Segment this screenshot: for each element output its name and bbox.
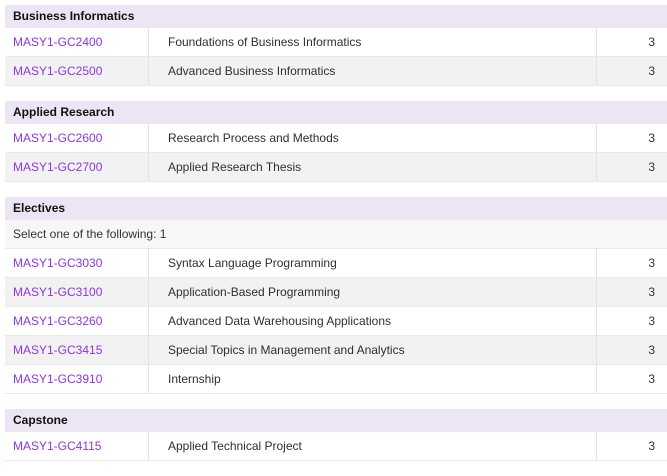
course-title: Applied Research Thesis: [149, 153, 597, 181]
course-code-link[interactable]: MASY1-GC2400: [13, 35, 103, 49]
section-capstone: [5, 409, 667, 461]
section-header: Business Informatics: [5, 5, 667, 28]
course-code-link[interactable]: MASY1-GC3100: [13, 285, 103, 299]
course-title: Internship: [149, 365, 597, 393]
course-code-cell: [5, 307, 149, 335]
section-header: Electives: [5, 197, 667, 220]
section-business-informatics: [5, 5, 667, 86]
course-title: Syntax Language Programming: [149, 249, 597, 277]
section-applied-research: [5, 101, 667, 182]
course-credits: 3: [648, 285, 655, 299]
course-code-cell: [5, 432, 149, 460]
course-title: Foundations of Business Informatics: [149, 28, 597, 56]
table-row: [5, 28, 667, 57]
table-row: [5, 307, 667, 336]
table-row: [5, 336, 667, 365]
course-credits: 3: [648, 439, 655, 453]
course-credits: 3: [648, 131, 655, 145]
section-electives: [5, 197, 667, 394]
course-title: Application-Based Programming: [149, 278, 597, 306]
course-code-cell: [5, 278, 149, 306]
course-title: Special Topics in Management and Analytics: [149, 336, 597, 364]
table-row: [5, 432, 667, 461]
course-credits: 3: [648, 35, 655, 49]
note-select-following: Select one of the following: 1: [5, 220, 667, 249]
course-code-cell: [5, 336, 149, 364]
course-catalog: [5, 5, 667, 476]
course-credits: 3: [648, 256, 655, 270]
section-header: Applied Research: [5, 101, 667, 124]
course-credits: 3: [648, 64, 655, 78]
course-credits: 3: [648, 314, 655, 328]
course-credits: 3: [648, 343, 655, 357]
course-code-link[interactable]: MASY1-GC3030: [13, 256, 103, 270]
course-code-link[interactable]: MASY1-GC2500: [13, 64, 103, 78]
course-code-link[interactable]: MASY1-GC4115: [13, 439, 102, 453]
table-row: [5, 278, 667, 307]
course-code-cell: [5, 249, 149, 277]
course-code-link[interactable]: MASY1-GC3910: [13, 372, 103, 386]
table-row: [5, 124, 667, 153]
course-code-link[interactable]: MASY1-GC3260: [13, 314, 103, 328]
course-code-link[interactable]: MASY1-GC2600: [13, 131, 103, 145]
course-title: Research Process and Methods: [149, 124, 597, 152]
course-code-cell: [5, 365, 149, 393]
table-row: [5, 57, 667, 86]
course-title: Advanced Data Warehousing Applications: [149, 307, 597, 335]
course-credits: 3: [648, 160, 655, 174]
course-code-cell: [5, 57, 149, 85]
course-code-cell: [5, 124, 149, 152]
course-code-cell: [5, 153, 149, 181]
course-code-link[interactable]: MASY1-GC3415: [13, 343, 103, 357]
section-header: Capstone: [5, 409, 667, 432]
course-title: Applied Technical Project: [149, 432, 597, 460]
course-title: Advanced Business Informatics: [149, 57, 597, 85]
course-code-cell: [5, 28, 149, 56]
course-code-link[interactable]: MASY1-GC2700: [13, 160, 103, 174]
table-row: [5, 365, 667, 394]
table-row: [5, 153, 667, 182]
course-credits: 3: [648, 372, 655, 386]
table-row: [5, 249, 667, 278]
